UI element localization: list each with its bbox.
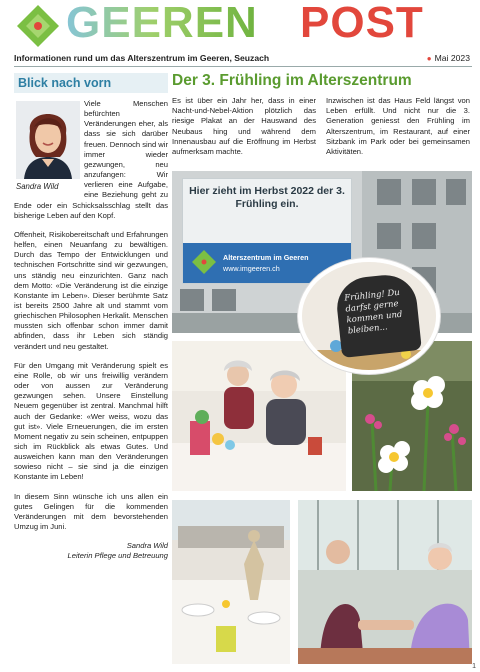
dining-table-image — [172, 500, 290, 664]
author-portrait — [16, 101, 80, 179]
article-headline: Der 3. Frühling im Alterszentrum — [172, 72, 412, 89]
photo-dining-table — [172, 500, 290, 664]
banner-diamond-icon — [191, 249, 217, 275]
portrait-caption: Sandra Wild — [16, 182, 59, 191]
left-paragraph-3: Für den Umgang mit Veränderung spielt es eine Rolle, ob wir uns freiwillig verändern oder von aussen zur Veränderung gezwungen sehen. Unsere Einstellung Neuem gegenüber ist zentral. Manchmal hilft auch der Gedanke: «Wer weiss, wozu das gut ist». Viele Erneuerungen, die im ersten Moment negativ zu sein scheinen, entpuppen sich im Rückblick als etwas Gutes. Und ausweichen kann man den Veränderungen sowieso nicht – sie sind ja die einzigen Konstante im Leben! — [14, 360, 168, 482]
banner-headline: Hier zieht im Herbst 2022 der 3. Frühling ein. — [189, 185, 345, 210]
signature-name: Sandra Wild — [126, 541, 168, 551]
header-divider — [14, 66, 472, 67]
chalkboard-text: Frühling! Du darfst gerne kommen und bleiben... — [343, 287, 403, 337]
left-column — [14, 73, 168, 669]
article-intro-left: Es ist über ein Jahr her, dass in einer Nacht-und-Nebel-Aktion plötzlich das riesige Plakat an der Hauswand des Neubaus hing und während dem Innenausbau auf die Eröffnung im Herbst aufmerksam machte. — [172, 96, 316, 157]
masthead-subline — [14, 53, 472, 67]
photo-residents-conversation — [298, 500, 472, 664]
banner-line-1: Alterszentrum im Geeren — [223, 253, 309, 262]
banner-line-2: www.imgeeren.ch — [223, 264, 280, 273]
left-column-heading: Blick nach vorn — [14, 73, 168, 93]
masthead — [8, 2, 474, 50]
left-paragraph-4: In diesem Sinn wünsche ich uns allen ein gutes Gelingen für die kommenden Veränderungen mit dem bevorstehenden Umzug im Juni. — [14, 491, 168, 532]
left-paragraph-1: Viele Menschen befürchten Veränderungen eher, als dass sie sich darüber freuen. Dennoch sind wir immer wieder gezwungen, neu anzufangen: Wir verlieren eine Aufgabe, eine Beziehung geht zu Ende oder ein Schicksalsschlag stellt das bisherige Leben auf den Kopf. — [14, 99, 168, 220]
masthead-title-post: POST — [300, 0, 424, 47]
diamond-logo-icon — [16, 4, 60, 48]
spring-slate-inset — [298, 258, 440, 374]
masthead-title-geeren: GEEREN — [66, 0, 258, 47]
left-paragraph-2: Offenheit, Risikobereitschaft und Erfahrungen helfen, einen Neuanfang zu bewältigen. Durch das Tempo der Entwicklungen und technischen Fortschritte sind wir gezwungen, uns ständig neu einzurichten. Ganz nach dem Motto: «Die Veränderung ist die einzige Konstante im Leben». Dieser berühmte Satz ist bereits 2500 Jahre alt und stammt vom griechischen Philosophen Herkalit. Menschen mussten sich offenbar schon immer damit abfinden, dass ihr Leben sich ständig verändert und neu gestaltet. — [14, 229, 168, 351]
page-number: 1 — [472, 663, 476, 670]
signature-role: Leiterin Pflege und Betreuung — [67, 551, 168, 561]
article-intro-right: Inzwischen ist das Haus Feld längst von Leben erfüllt. Und nicht nur die 3. Generation geniesst den Frühling im Alterszentrum, im Restaurant, auf einer Sitzbank im Park oder bei gemeinsamen Aktivitäten. — [326, 96, 470, 157]
masthead-subtitle: Informationen rund um das Alterszentrum im Geeren, Seuzach — [14, 53, 270, 63]
issue-date: ● Mai 2023 — [427, 53, 470, 63]
residents-conversation-image — [298, 500, 472, 664]
